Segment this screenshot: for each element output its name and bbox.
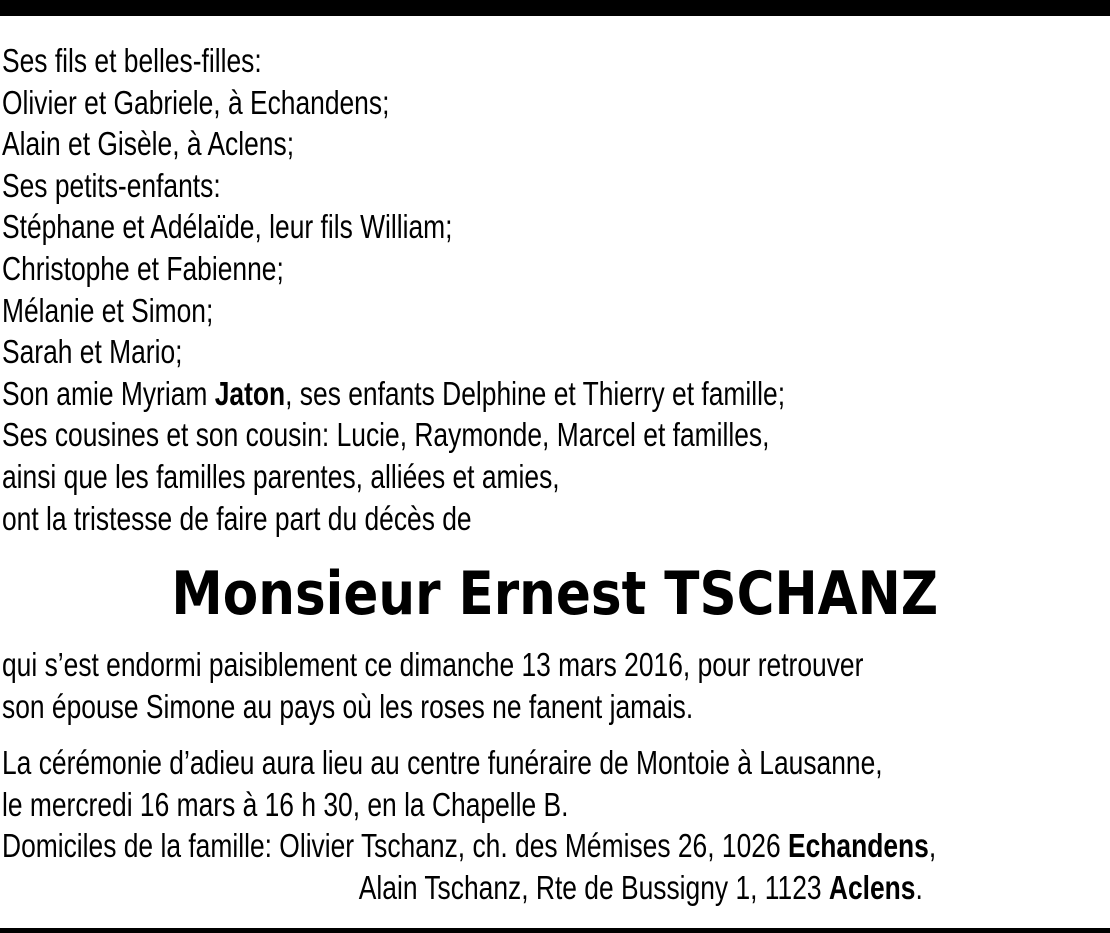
ceremony-line: La cérémonie d’adieu aura lieu au centre funéraire de Montoie à Lausanne,: [2, 744, 883, 781]
domicile-line: [2, 867, 936, 909]
family-list: [2, 40, 887, 539]
bottom-rule: [0, 928, 1110, 933]
domicile-1-after: ,: [928, 827, 937, 865]
family-line: Ses petits-enfants:: [2, 166, 221, 204]
deceased-name-text: Monsieur Ernest TSCHANZ: [171, 559, 939, 629]
friend-line: [2, 373, 887, 415]
ceremony-text: [2, 742, 936, 908]
domicile-2-after: .: [915, 868, 923, 906]
friend-surname: Jaton: [214, 374, 286, 412]
passing-line: qui s’est endormi paisiblement ce dimanche 13 mars 2016, pour retrouver: [2, 646, 864, 683]
passing-line: son épouse Simone au pays où les roses ne fanent jamais.: [2, 687, 694, 725]
closing-line: ainsi que les familles parentes, alliées et amies,: [2, 457, 560, 495]
domicile-2-before: Alain Tschanz, Rte de Bussigny 1, 1123: [358, 868, 829, 906]
domicile-1-town: Echandens: [787, 827, 929, 865]
top-rule: [0, 0, 1110, 16]
closing-line: ont la tristesse de faire part du décès de: [2, 499, 472, 537]
family-line: Alain et Gisèle, à Aclens;: [2, 125, 295, 163]
ceremony-line: le mercredi 16 mars à 16 h 30, en la Chapelle B.: [2, 785, 569, 823]
passing-text: [2, 644, 863, 727]
family-line: Christophe et Fabienne;: [2, 249, 284, 287]
friend-line-after: , ses enfants Delphine et Thierry et famille;: [285, 374, 786, 412]
family-line: Olivier et Gabriele, à Echandens;: [2, 83, 390, 121]
domicile-2-town: Aclens: [828, 868, 916, 906]
family-line: Mélanie et Simon;: [2, 291, 214, 329]
family-line: Stéphane et Adélaïde, leur fils William;: [2, 208, 453, 246]
friend-line-before: Son amie Myriam: [2, 374, 215, 412]
domicile-line: [2, 825, 936, 867]
deceased-name: [0, 558, 1110, 630]
domicile-1-before: Domiciles de la famille: Olivier Tschanz, ch. des Mémises 26, 1026: [2, 827, 788, 865]
closing-line: Ses cousines et son cousin: Lucie, Raymonde, Marcel et familles,: [2, 416, 770, 454]
family-line: Sarah et Mario;: [2, 333, 183, 371]
family-line: Ses fils et belles-filles:: [2, 42, 262, 79]
